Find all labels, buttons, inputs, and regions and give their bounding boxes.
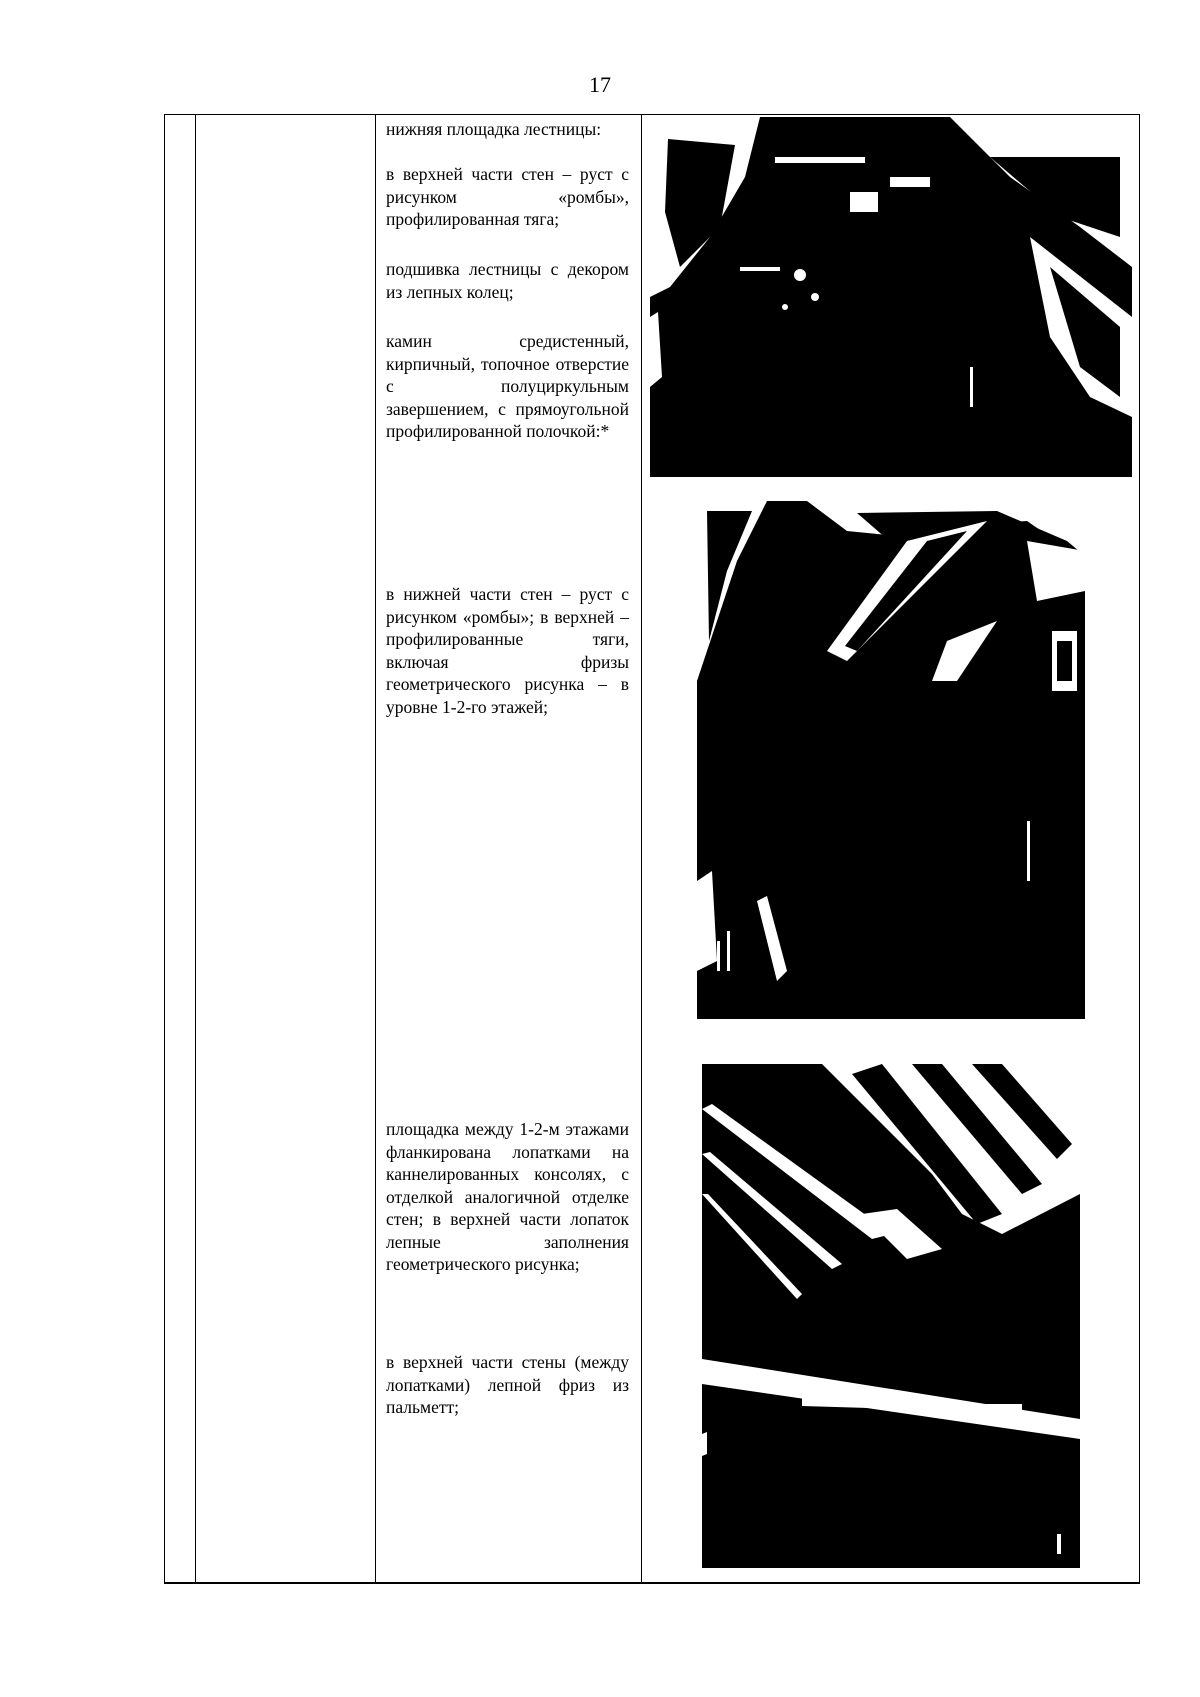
- paragraph-lower-walls-rust: в нижней части стен – руст с рисунком «ромбы»; в верхней – профилированные тяги, включая фризы геометрического рисунка – в уровне 1-2-го этажей;: [386, 584, 629, 717]
- table-bottom-line: [164, 1582, 1140, 1583]
- paragraph-lower-landing: нижняя площадка лестницы:: [386, 119, 602, 139]
- paragraph-fireplace: камин средистенный, кирпичный, топочное отверстие с полуциркульным завершением, с прямоугольной профилированной полочкой:*: [386, 331, 629, 441]
- photo-staircase-walls: [697, 501, 1085, 1019]
- paragraph-palmette-frieze: в верхней части стены (между лопатками) лепной фриз из пальметт;: [386, 1352, 629, 1417]
- paragraph-stair-soffit: подшивка лестницы с декором из лепных колец;: [386, 259, 629, 302]
- column-divider-3: [641, 115, 642, 1583]
- column-divider-2: [375, 115, 376, 1583]
- paragraph-landing-pilasters: площадка между 1-2-м этажами фланкирована лопатками на каннелированных консолях, с отделкой аналогичной отделке стен; в верхней части лопаток лепные заполнения геометрического рисунка;: [386, 1119, 629, 1274]
- page-number: 17: [589, 72, 611, 97]
- photo-landing-pilasters: [702, 1064, 1080, 1568]
- paragraph-upper-walls-rust: в верхней части стен – руст с рисунком «ромбы», профилированная тяга;: [386, 164, 629, 229]
- photo-lower-landing: [650, 117, 1132, 477]
- column-divider-1: [195, 115, 196, 1583]
